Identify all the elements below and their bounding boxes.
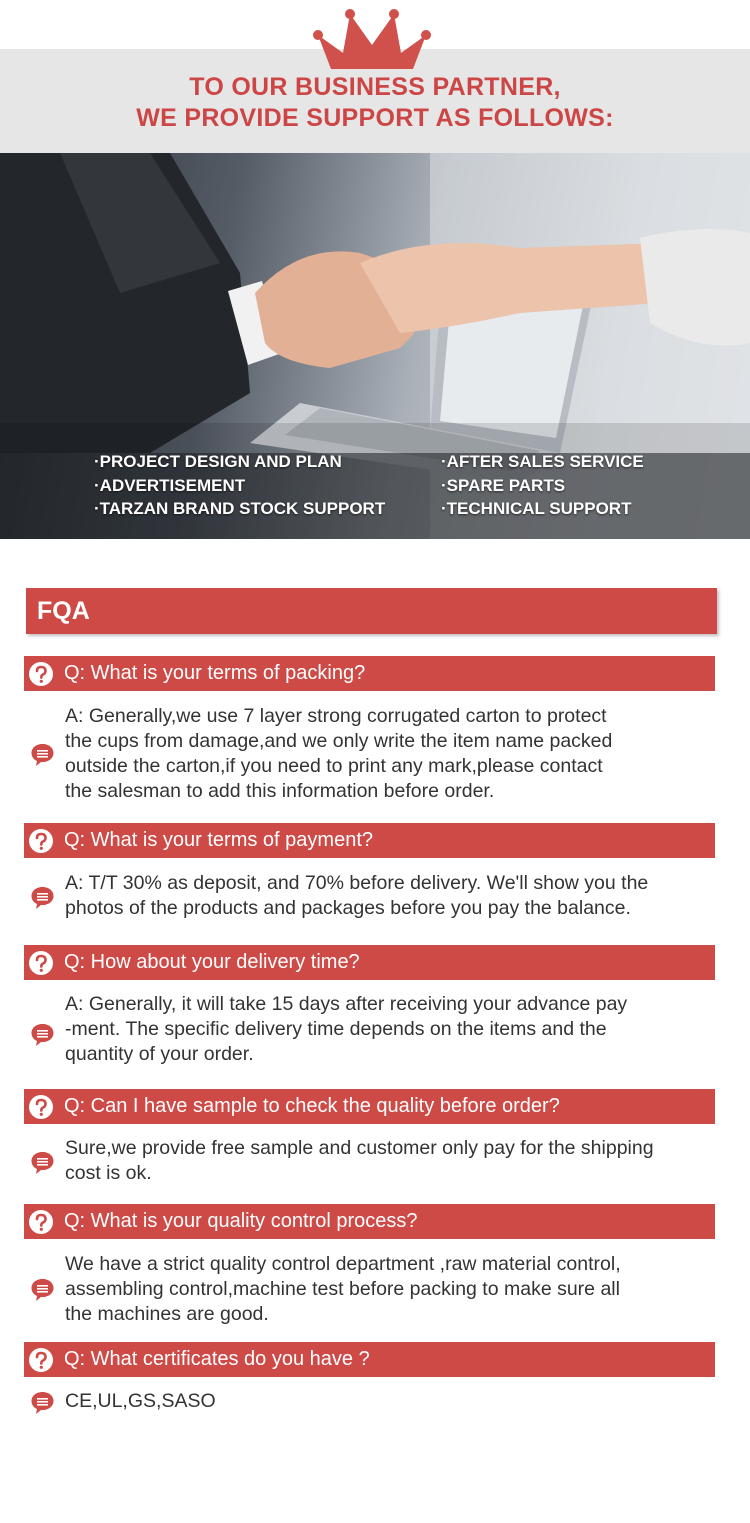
question-text: Q: What is your quality control process?: [64, 1210, 418, 1232]
support-item: ·SPARE PARTS: [441, 475, 566, 495]
answer-text: [65, 704, 735, 804]
question-text: Q: Can I have sample to check the quality before order?: [64, 1095, 560, 1117]
handshake-photo: [0, 153, 750, 539]
answer-text: [65, 871, 735, 921]
answer-line: the salesman to add this information before order.: [65, 780, 495, 802]
support-item: ·AFTER SALES SERVICE: [441, 452, 644, 471]
answer-line: Sure,we provide free sample and customer only pay for the shipping: [65, 1137, 654, 1159]
answer-line: assembling control,machine test before packing to make sure all: [65, 1278, 620, 1300]
crown-icon: [309, 5, 435, 69]
answer-line: cost is ok.: [65, 1162, 152, 1184]
fqa-heading-bar: [26, 588, 717, 634]
title-line-2: WE PROVIDE SUPPORT AS FOLLOWS:: [136, 104, 614, 132]
answer-line: We have a strict quality control department ,raw material control,: [65, 1253, 621, 1275]
speech-bubble-icon: [30, 1277, 55, 1302]
question-bar: [24, 823, 715, 858]
question-bar: [24, 656, 715, 691]
speech-bubble-icon: [30, 1022, 55, 1047]
question-bar: [24, 1089, 715, 1124]
question-text: Q: What is your terms of packing?: [64, 662, 366, 684]
question-mark-icon: [28, 661, 54, 687]
answer-line: the cups from damage,and we only write the item name packed: [65, 730, 613, 752]
page-title: [0, 72, 750, 134]
answer-line: the machines are good.: [65, 1303, 269, 1325]
question-mark-icon: [28, 1347, 54, 1373]
question-bar: [24, 1342, 715, 1377]
support-item: ·PROJECT DESIGN AND PLAN: [94, 452, 342, 471]
answer-line: A: Generally,we use 7 layer strong corrugated carton to protect: [65, 705, 607, 727]
question-bar: [24, 1204, 715, 1239]
question-mark-icon: [28, 1209, 54, 1235]
answer-line: A: Generally, it will take 15 days after receiving your advance pay: [65, 993, 628, 1015]
answer-text: [65, 1136, 735, 1186]
question-bar: [24, 945, 715, 980]
fqa-title: FQA: [37, 597, 90, 625]
question-mark-icon: [28, 828, 54, 854]
answer-line: quantity of your order.: [65, 1043, 254, 1065]
answer-text: [65, 992, 735, 1067]
answer-line: -ment. The specific delivery time depends on the items and the: [65, 1018, 607, 1040]
support-item: ·ADVERTISEMENT: [94, 475, 246, 495]
answer-line: A: T/T 30% as deposit, and 70% before delivery. We'll show you the: [65, 872, 649, 894]
question-text: Q: What certificates do you have ?: [64, 1348, 370, 1370]
speech-bubble-icon: [30, 1150, 55, 1175]
question-text: Q: What is your terms of payment?: [64, 829, 373, 851]
answer-text: [65, 1389, 735, 1414]
speech-bubble-icon: [30, 885, 55, 910]
support-item: ·TARZAN BRAND STOCK SUPPORT: [94, 499, 386, 518]
question-text: Q: How about your delivery time?: [64, 951, 360, 973]
support-list-right: [441, 450, 644, 521]
speech-bubble-icon: [30, 1390, 55, 1415]
answer-line: outside the carton,if you need to print any mark,please contact: [65, 755, 603, 777]
support-item: ·TECHNICAL SUPPORT: [441, 499, 632, 518]
answer-line: photos of the products and packages before you pay the balance.: [65, 897, 631, 919]
answer-line: CE,UL,GS,SASO: [65, 1390, 216, 1412]
speech-bubble-icon: [30, 742, 55, 767]
question-mark-icon: [28, 1094, 54, 1120]
answer-text: [65, 1252, 735, 1327]
question-mark-icon: [28, 950, 54, 976]
title-line-1: TO OUR BUSINESS PARTNER,: [189, 73, 561, 101]
support-list-left: [94, 450, 385, 521]
